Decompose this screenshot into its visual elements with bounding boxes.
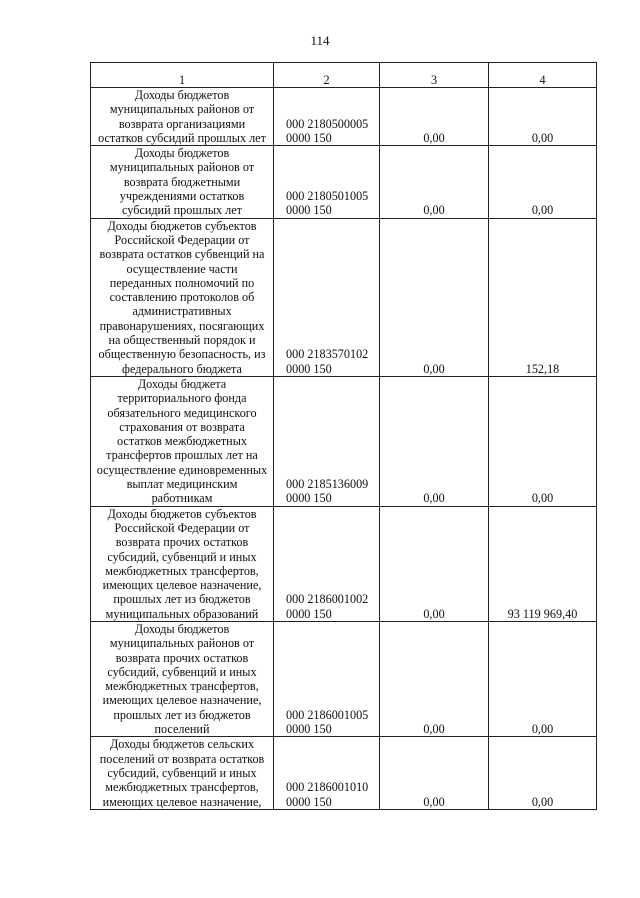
table-row	[91, 621, 597, 736]
income-description: Доходы бюджетов муниципальных районов от возврата организациями остатков субсидий прошлых лет	[91, 88, 274, 146]
amount-col-3: 0,00	[380, 218, 489, 376]
budget-code: 000 2186001005 0000 150	[274, 621, 380, 736]
amount-col-3: 0,00	[380, 621, 489, 736]
header-col-1: 1	[91, 63, 274, 88]
header-col-3: 3	[380, 63, 489, 88]
revenue-table	[90, 62, 597, 810]
income-description: Доходы бюджетов муниципальных районов от возврата бюджетными учреждениями остатков субсидий прошлых лет	[91, 146, 274, 218]
amount-col-4: 152,18	[489, 218, 597, 376]
amount-col-4: 93 119 969,40	[489, 506, 597, 621]
table-row	[91, 737, 597, 809]
income-description: Доходы бюджетов субъектов Российской Федерации от возврата прочих остатков субсидий, субвенций и иных межбюджетных трансфертов, имеющих целевое назначение, прошлых лет из бюджетов муниципальных образований	[91, 506, 274, 621]
table-row	[91, 376, 597, 506]
table-row	[91, 146, 597, 218]
amount-col-3: 0,00	[380, 737, 489, 809]
amount-col-3: 0,00	[380, 88, 489, 146]
budget-code: 000 2185136009 0000 150	[274, 376, 380, 506]
income-description: Доходы бюджетов муниципальных районов от возврата прочих остатков субсидий, субвенций и иных межбюджетных трансфертов, имеющих целевое назначение, прошлых лет из бюджетов поселений	[91, 621, 274, 736]
header-col-2: 2	[274, 63, 380, 88]
table-row	[91, 88, 597, 146]
budget-code: 000 2183570102 0000 150	[274, 218, 380, 376]
amount-col-4: 0,00	[489, 737, 597, 809]
amount-col-3: 0,00	[380, 376, 489, 506]
amount-col-3: 0,00	[380, 506, 489, 621]
amount-col-4: 0,00	[489, 88, 597, 146]
amount-col-4: 0,00	[489, 146, 597, 218]
amount-col-4: 0,00	[489, 621, 597, 736]
table-row	[91, 218, 597, 376]
page-number: 114	[310, 33, 330, 48]
income-description: Доходы бюджета территориального фонда обязательного медицинского страхования от возврата остатков межбюджетных трансфертов прошлых лет на осуществление единовременных выплат медицинским работникам	[91, 376, 274, 506]
budget-code: 000 2186001010 0000 150	[274, 737, 380, 809]
income-description: Доходы бюджетов субъектов Российской Федерации от возврата остатков субвенций на осуществление части переданных полномочий по составлению протоколов об административных правонарушениях, посягающих на общественный порядок и общественную безопасность, из федерального бюджета	[91, 218, 274, 376]
budget-code: 000 2180500005 0000 150	[274, 88, 380, 146]
budget-code: 000 2186001002 0000 150	[274, 506, 380, 621]
budget-code: 000 2180501005 0000 150	[274, 146, 380, 218]
income-description: Доходы бюджетов сельских поселений от возврата остатков субсидий, субвенций и иных межбюджетных трансфертов, имеющих целевое назначение,	[91, 737, 274, 809]
amount-col-4: 0,00	[489, 376, 597, 506]
amount-col-3: 0,00	[380, 146, 489, 218]
table-row	[91, 506, 597, 621]
header-col-4: 4	[489, 63, 597, 88]
table-header-row	[91, 63, 597, 88]
